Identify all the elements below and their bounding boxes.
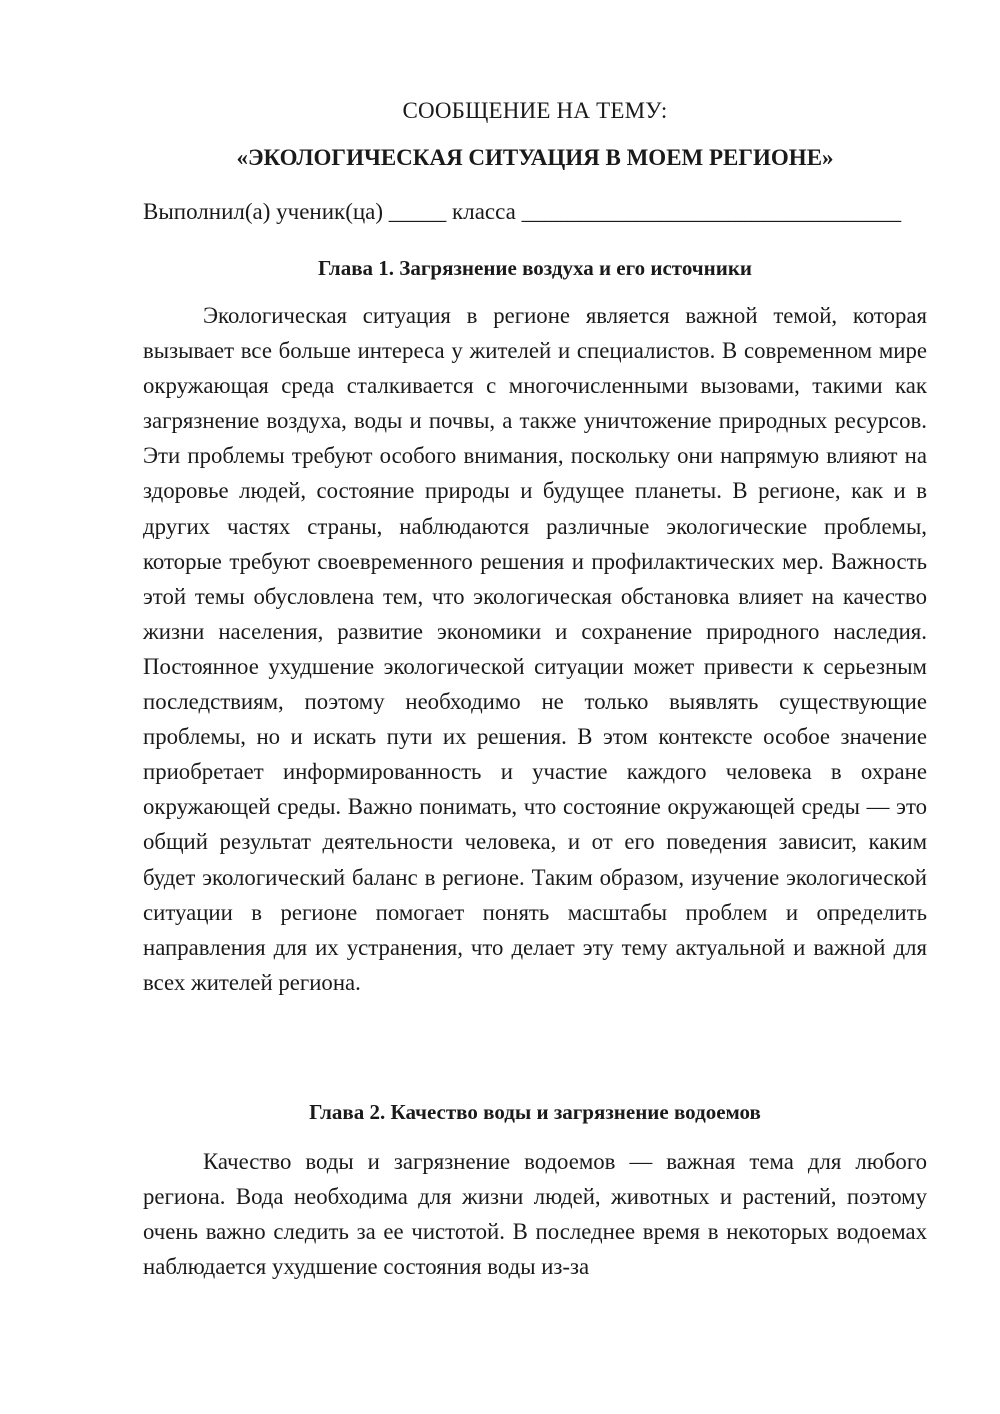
document-heading-title: «ЭКОЛОГИЧЕСКАЯ СИТУАЦИЯ В МОЕМ РЕГИОНЕ» [236,145,834,170]
document-heading-line1: СООБЩЕНИЕ НА ТЕМУ: [402,98,668,123]
chapter-2-paragraph: Качество воды и загрязнение водоемов — важная тема для любого региона. Вода необходима для жизни людей, животных и растений, поэтому очень важно следить за ее чистотой. В последнее время в некоторых водоемах наблюдается ухудшение состояния воды из-за [143,1149,927,1280]
chapter-1-title: Глава 1. Загрязнение воздуха и его источники [317,256,753,280]
chapter-1-paragraph: Экологическая ситуация в регионе является важной темой, которая вызывает все больше интереса у жителей и специалистов. В современном мире окружающая среда сталкивается с многочисленными вызовами, такими как загрязнение воздуха, воды и почвы, а также уничтожение природных ресурсов. Эти проблемы требуют особого внимания, поскольку они напрямую влияют на здоровье людей, состояние природы и будущее планеты. В регионе, как и в других частях страны, наблюдаются различные экологические проблемы, которые требуют своевременного решения и профилактических мер. Важность этой темы обусловлена тем, что экологическая обстановка влияет на качество жизни населения, развитие экономики и сохранение природного наследия. Постоянное ухудшение экологической ситуации может привести к серьезным последствиям, поэтому необходимо не только выявлять существующие проблемы, но и искать пути их решения. В этом контексте особое значение приобретает информированность и участие каждого человека в охране окружающей среды. Важно понимать, что состояние окружающей среды — это общий результат деятельности человека, и от его поведения зависит, каким будет экологический баланс в регионе. Таким образом, изучение экологической ситуации в регионе помогает понять масштабы проблем и определить направления для их устранения, что делает эту тему актуальной и важной для всех жителей региона. [143,303,927,995]
author-line: Выполнил(а) ученик(ца) _____ класса _________________________________ [143,199,902,224]
chapter-2-title: Глава 2. Качество воды и загрязнение водоемов [309,1100,761,1124]
